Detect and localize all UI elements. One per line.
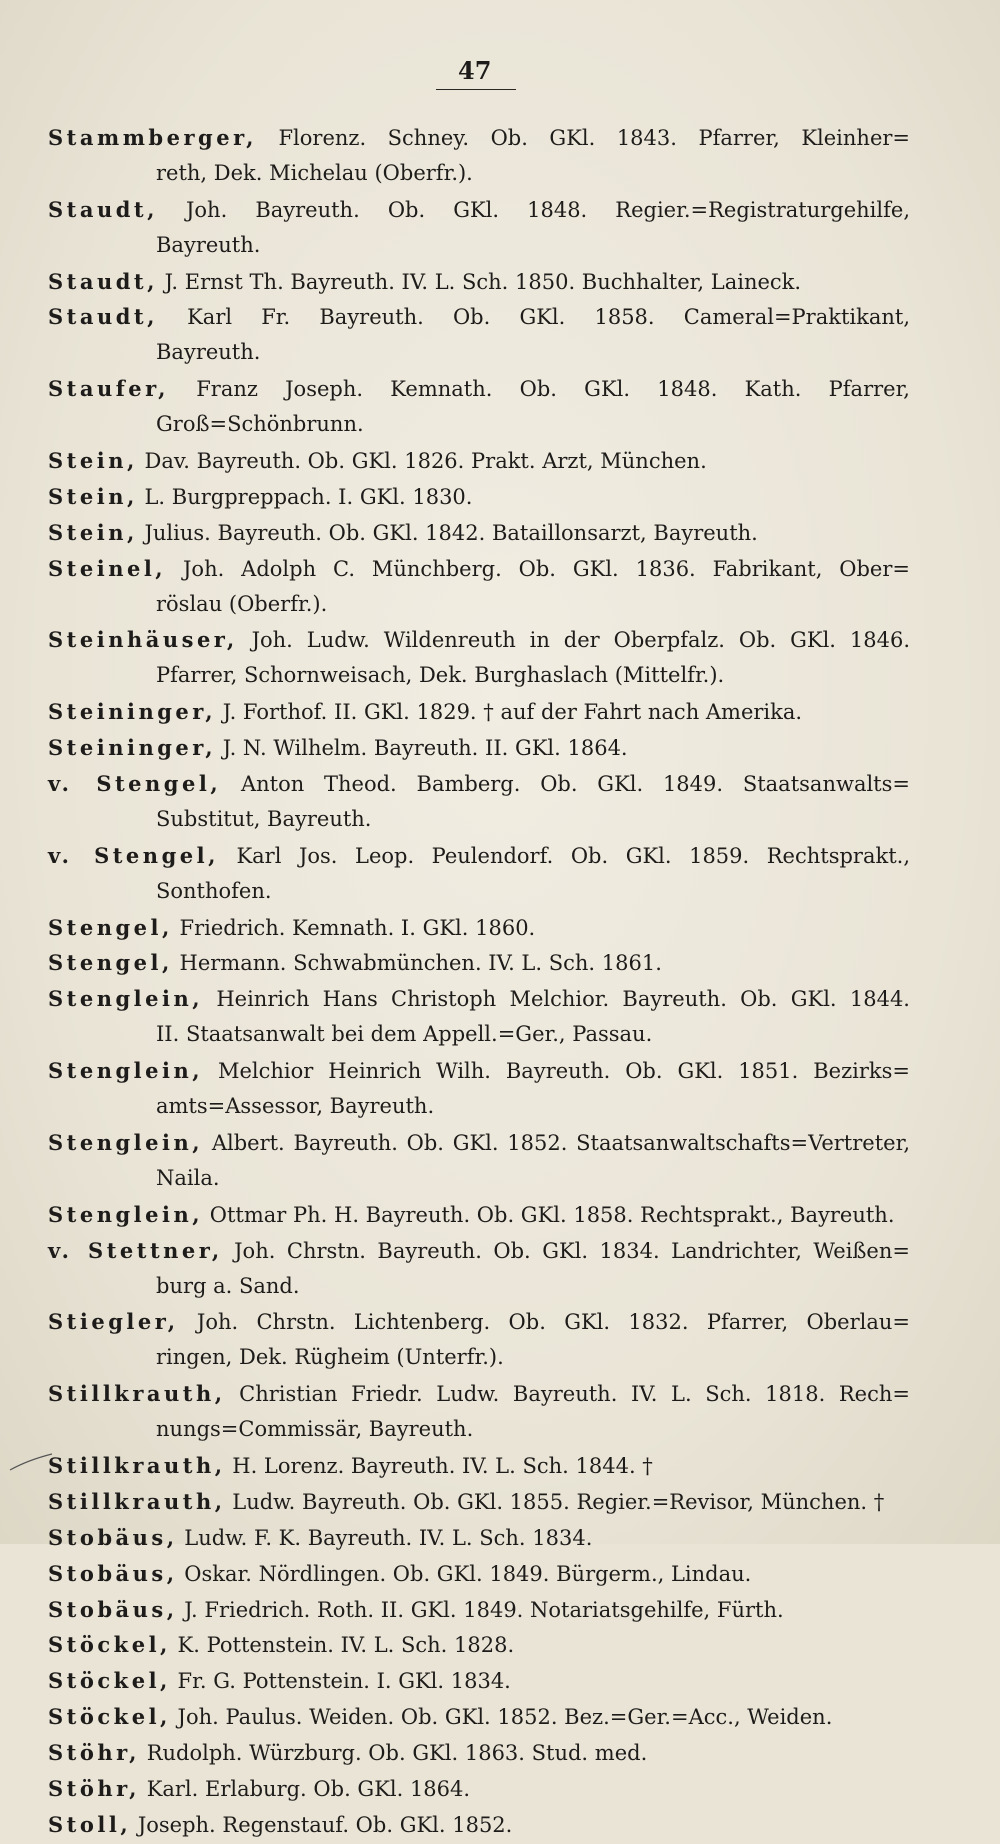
register-entry [48,1592,910,1628]
entry-text: Fr. G. Pottenstein. I. GKl. 1834. [177,1669,511,1694]
entry-surname: Stenglein, [48,1129,204,1155]
entry-first-line [48,120,910,156]
entry-continuation-line [48,1161,910,1197]
page-number-rule [436,89,516,90]
register-entry [48,1663,910,1699]
entry-text: Julius. Bayreuth. Ob. GKl. 1842. Bataillonsarzt, Bayreuth. [144,520,758,545]
entry-first-line [48,1448,910,1484]
register-entry [48,551,910,623]
entry-first-line [48,1053,910,1089]
register-entry [48,694,910,730]
register-entry [48,1448,910,1484]
entry-text: Ludw. Bayreuth. Ob. GKl. 1855. Regier.=Revisor, München. † [232,1489,885,1514]
entry-first-line [48,1807,910,1843]
entry-first-line [48,1304,910,1340]
entry-surname: Stiegler, [48,1309,179,1335]
register-entry [48,1520,910,1556]
entry-surname: Stein, [48,448,138,474]
entry-text: burg a. Sand. [156,1273,300,1298]
entry-first-line [48,694,910,730]
entry-text: J. N. Wilhelm. Bayreuth. II. GKl. 1864. [222,736,628,761]
register-entry [48,945,910,981]
entry-continuation-line [48,228,910,264]
entry-text: Melchior Heinrich Wilh. Bayreuth. Ob. GKl. 1851. Bezirks= [217,1059,910,1084]
register-entry [48,622,910,694]
entry-surname: Stillkrauth, [48,1452,226,1478]
entry-surname: Stillkrauth, [48,1381,226,1407]
entry-surname: Stöckel, [48,1704,171,1730]
entry-text: Naila. [156,1165,220,1190]
entry-surname: Stöckel, [48,1632,171,1658]
entry-first-line [48,838,910,874]
entry-first-line [48,264,910,300]
entry-text: Ottmar Ph. H. Bayreuth. Ob. GKl. 1858. Rechtsprakt., Bayreuth. [209,1202,895,1227]
register-entry [48,371,910,443]
register-entry [48,1484,910,1520]
register-entry [48,1197,910,1233]
pencil-mark [8,1452,54,1472]
register-entry [48,1053,910,1125]
entry-first-line [48,1233,910,1269]
entry-text: Bayreuth. [156,340,261,365]
entry-surname: Steinhäuser, [48,627,238,653]
entry-text: J. Friedrich. Roth. II. GKl. 1849. Notariatsgehilfe, Fürth. [184,1597,784,1622]
register-entry [48,299,910,371]
entry-text: Karl Jos. Leop. Peulendorf. Ob. GKl. 1859. Rechtsprakt., [236,843,910,868]
register-entry [48,1771,910,1807]
entry-first-line [48,192,910,228]
entry-surname: Stobäus, [48,1596,178,1622]
entry-surname: Stammberger, [48,125,257,150]
entry-text: Ludw. F. K. Bayreuth. IV. L. Sch. 1834. [184,1525,593,1550]
entry-surname: Steinel, [48,555,167,581]
entry-text: K. Pottenstein. IV. L. Sch. 1828. [177,1633,515,1658]
entry-continuation-line [48,1089,910,1125]
entry-text: Friedrich. Kemnath. I. GKl. 1860. [179,915,536,940]
register-entry [48,1627,910,1663]
entry-text: Joh. Chrstn. Lichtenberg. Ob. GKl. 1832. Pfarrer, Oberlau= [196,1310,910,1335]
entry-first-line [48,1771,910,1807]
entry-first-line [48,1125,910,1161]
entry-first-line [48,551,910,587]
entry-continuation-line [48,1269,910,1305]
register-entry [48,192,910,264]
entry-first-line [48,766,910,802]
entry-first-line [48,1556,910,1592]
entry-surname: v. Stengel, [48,771,222,797]
entry-text: Joh. Adolph C. Münchberg. Ob. GKl. 1836. Fabrikant, Ober= [183,556,910,581]
entry-continuation-line [48,658,910,694]
entry-text: Karl. Erlaburg. Ob. GKl. 1864. [146,1776,471,1801]
entry-text: Florenz. Schney. Ob. GKl. 1843. Pfarrer, Kleinher= [278,126,911,150]
entry-surname: Steininger, [48,699,217,725]
entry-surname: Stein, [48,519,138,545]
entry-text: Anton Theod. Bamberg. Ob. GKl. 1849. Staatsanwalts= [240,772,910,797]
entry-surname: Steininger, [48,735,217,761]
entry-surname: Stöhr, [48,1775,140,1801]
entry-text: Joh. Ludw. Wildenreuth in der Oberpfalz. Ob. GKl. 1846. [251,628,910,653]
entry-text: amts=Assessor, Bayreuth. [156,1094,435,1119]
entry-continuation-line [48,1412,910,1448]
register-entry [48,1807,910,1843]
entry-surname: Stoll, [48,1811,132,1837]
entry-text: Substitut, Bayreuth. [156,806,372,831]
entry-surname: Stobäus, [48,1524,178,1550]
entry-first-line [48,1735,910,1771]
entry-surname: Staudt, [48,196,158,222]
entry-text: röslau (Oberfr.). [156,591,328,616]
entry-surname: Staudt, [48,268,158,294]
register-entry [48,1699,910,1735]
entry-first-line [48,1197,910,1233]
register-entries [48,120,910,1843]
entry-continuation-line [48,874,910,910]
page-number: 47 [458,56,492,85]
register-entry [48,515,910,551]
entry-surname: Stengel, [48,914,173,940]
entry-text: Joh. Bayreuth. Ob. GKl. 1848. Regier.=Registraturgehilfe, [186,197,910,222]
entry-text: Dav. Bayreuth. Ob. GKl. 1826. Prakt. Arzt, München. [144,449,707,474]
entry-text: Karl Fr. Bayreuth. Ob. GKl. 1858. Cameral=Praktikant, [187,305,911,330]
entry-surname: Staudt, [48,304,158,330]
entry-text: Joseph. Regenstauf. Ob. GKl. 1852. [137,1812,513,1837]
entry-text: J. Forthof. II. GKl. 1829. † auf der Fahrt nach Amerika. [222,700,803,725]
entry-text: Joh. Chrstn. Bayreuth. Ob. GKl. 1834. Landrichter, Weißen= [234,1238,910,1263]
entry-surname: Stenglein, [48,1058,204,1084]
entry-continuation-line [48,1017,910,1053]
register-entry [48,1233,910,1305]
register-entry [48,910,910,946]
entry-continuation-line [48,407,910,443]
register-entry [48,264,910,300]
entry-text: nungs=Commissär, Bayreuth. [156,1417,474,1442]
entry-surname: Stobäus, [48,1560,178,1586]
entry-first-line [48,945,910,981]
entry-text: H. Lorenz. Bayreuth. IV. L. Sch. 1844. † [232,1453,653,1478]
entry-continuation-line [48,587,910,623]
entry-surname: v. Stengel, [48,842,219,868]
entry-continuation-line [48,802,910,838]
entry-first-line [48,1663,910,1699]
entry-text: J. Ernst Th. Bayreuth. IV. L. Sch. 1850. Buchhalter, Laineck. [164,269,802,294]
entry-text: Albert. Bayreuth. Ob. GKl. 1852. Staatsanwaltschafts=Vertreter, [211,1130,910,1155]
register-entry [48,120,910,192]
entry-text: Joh. Paulus. Weiden. Ob. GKl. 1852. Bez.=Ger.=Acc., Weiden. [177,1705,833,1730]
register-entry [48,1376,910,1448]
entry-first-line [48,1484,910,1520]
entry-text: Bayreuth. [156,232,261,257]
entry-surname: Stöhr, [48,1740,140,1766]
entry-first-line [48,479,910,515]
entry-first-line [48,1699,910,1735]
entry-surname: Stenglein, [48,986,204,1012]
register-entry [48,1735,910,1771]
register-entry [48,1304,910,1376]
entry-continuation-line [48,1340,910,1376]
entry-first-line [48,622,910,658]
register-entry [48,838,910,910]
entry-text: II. Staatsanwalt bei dem Appell.=Ger., Passau. [156,1022,653,1047]
entry-first-line [48,443,910,479]
entry-first-line [48,1376,910,1412]
entry-text: Oskar. Nördlingen. Ob. GKl. 1849. Bürgerm., Lindau. [184,1561,752,1586]
entry-text: Franz Joseph. Kemnath. Ob. GKl. 1848. Kath. Pfarrer, [196,377,910,402]
entry-text: reth, Dek. Michelau (Oberfr.). [156,160,473,185]
entry-first-line [48,910,910,946]
register-entry [48,766,910,838]
entry-first-line [48,515,910,551]
entry-surname: v. Stettner, [48,1237,223,1263]
entry-surname: Stenglein, [48,1201,204,1227]
entry-text: Christian Friedr. Ludw. Bayreuth. IV. L. Sch. 1818. Rech= [239,1382,910,1407]
entry-first-line [48,1627,910,1663]
register-entry [48,981,910,1053]
register-entry [48,1556,910,1592]
entry-first-line [48,299,910,335]
register-entry [48,443,910,479]
entry-surname: Stillkrauth, [48,1488,226,1514]
entry-text: Heinrich Hans Christoph Melchior. Bayreuth. Ob. GKl. 1844. [216,987,910,1012]
entry-text: L. Burgpreppach. I. GKl. 1830. [144,484,473,509]
register-entry [48,1125,910,1197]
entry-text: Hermann. Schwabmünchen. IV. L. Sch. 1861. [179,951,662,976]
entry-text: Pfarrer, Schornweisach, Dek. Burghaslach (Mittelfr.). [156,663,725,688]
entry-first-line [48,371,910,407]
entry-first-line [48,981,910,1017]
entry-surname: Staufer, [48,376,169,402]
entry-text: Sonthofen. [156,878,272,903]
entry-first-line [48,730,910,766]
register-entry [48,730,910,766]
entry-text: Rudolph. Würzburg. Ob. GKl. 1863. Stud. med. [146,1741,648,1766]
entry-surname: Stöckel, [48,1668,171,1694]
entry-surname: Stengel, [48,950,173,976]
register-entry [48,479,910,515]
entry-continuation-line [48,335,910,371]
entry-continuation-line [48,156,910,192]
entry-surname: Stein, [48,483,138,509]
entry-first-line [48,1592,910,1628]
entry-first-line [48,1520,910,1556]
entry-text: Groß=Schönbrunn. [156,412,364,437]
entry-text: ringen, Dek. Rügheim (Unterfr.). [156,1345,504,1370]
